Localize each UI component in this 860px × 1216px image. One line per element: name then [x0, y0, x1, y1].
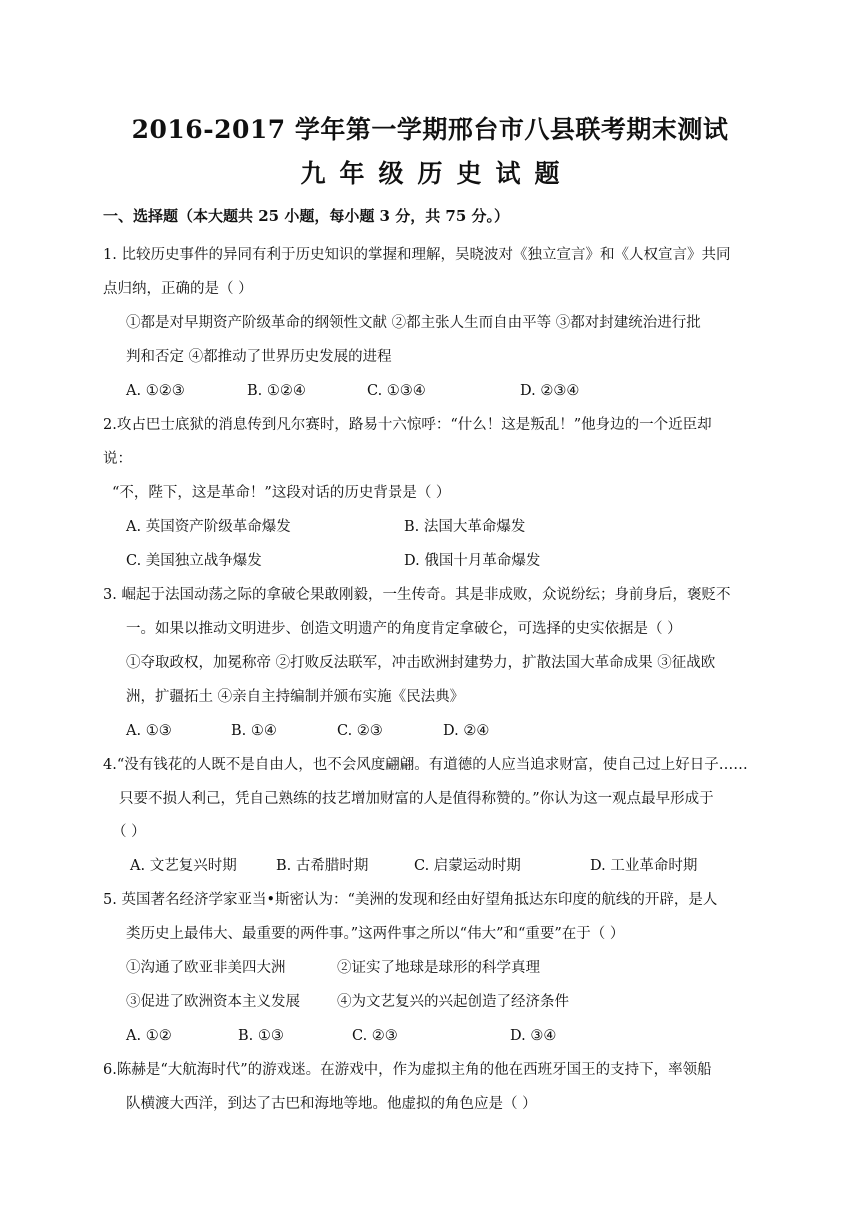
q4-stem-line3: （ ）	[112, 824, 146, 840]
q4-stem-line2: 只要不损人利己，凭自己熟练的技艺增加财富的人是值得称赞的。”你认为这一观点最早形成于	[119, 791, 714, 807]
q5-item-4: ④为文艺复兴的兴起创造了经济条件	[337, 994, 569, 1010]
q4-stem-line1: 4.“没有钱花的人既不是自由人，也不会风度翩翩。有道德的人应当追求财富，使自己过上好日子……	[103, 757, 748, 773]
q5-option-b: B. ①③	[238, 1028, 284, 1044]
q4-option-d: D. 工业革命时期	[590, 858, 698, 874]
q3-option-a: A. ①③	[126, 723, 172, 739]
q1-items-line1: ①都是对早期资产阶级革命的纲领性文献 ②都主张人生而自由平等 ③都对封建统治进行批	[126, 315, 701, 331]
q2-stem-line1: 2.攻占巴士底狱的消息传到凡尔赛时，路易十六惊呼：“什么！这是叛乱！”他身边的一个近臣却	[103, 417, 712, 433]
q2-option-d: D. 俄国十月革命爆发	[404, 553, 541, 569]
q3-items-line1: ①夺取政权，加冕称帝 ②打败反法联军，冲击欧洲封建势力，扩散法国大革命成果 ③征战欧	[126, 655, 716, 671]
q3-stem-line2: 一。如果以推动文明进步、创造文明遗产的角度肯定拿破仑，可选择的史实依据是（ ）	[126, 621, 682, 637]
q1-stem-line1: 1. 比较历史事件的异同有利于历史知识的掌握和理解，吴晓波对《独立宣言》和《人权宣言》共同	[103, 247, 731, 263]
q2-stem-line2: 说：	[103, 451, 132, 467]
q6-stem-line1: 6.陈赫是“大航海时代”的游戏迷。在游戏中，作为虚拟主角的他在西班牙国王的支持下，率领船	[103, 1062, 712, 1078]
q1-stem-line2: 点归纳，正确的是（ ）	[103, 281, 253, 297]
q2-option-c: C. 美国独立战争爆发	[126, 553, 262, 569]
q1-option-a: A. ①②③	[126, 383, 185, 399]
q2-option-b: B. 法国大革命爆发	[404, 519, 526, 535]
q5-item-2: ②证实了地球是球形的科学真理	[337, 960, 540, 976]
section-heading: 一、选择题（本大题共 25 小题，每小题 3 分，共 75 分。）	[103, 207, 510, 225]
q1-option-c: C. ①③④	[367, 383, 426, 399]
q3-option-b: B. ①④	[231, 723, 277, 739]
q2-option-a: A. 英国资产阶级革命爆发	[126, 519, 291, 535]
q3-stem-line1: 3. 崛起于法国动荡之际的拿破仑果敢刚毅，一生传奇。其是非成败，众说纷纭；身前身后，褒贬不	[103, 587, 731, 603]
q5-option-d: D. ③④	[510, 1028, 557, 1044]
q5-item-3: ③促进了欧洲资本主义发展	[126, 994, 300, 1010]
q3-items-line2: 洲，扩疆拓土 ④亲自主持编制并颁布实施《民法典》	[126, 689, 465, 705]
q5-stem-line1: 5. 英国著名经济学家亚当•斯密认为：“美洲的发现和经由好望角抵达东印度的航线的开辟，是人	[103, 892, 718, 908]
q3-option-c: C. ②③	[337, 723, 383, 739]
q4-option-a: A. 文艺复兴时期	[130, 858, 237, 874]
q5-stem-line2: 类历史上最伟大、最重要的两件事。”这两件事之所以“伟大”和“重要”在于（ ）	[126, 926, 625, 942]
q5-item-1: ①沟通了欧亚非美四大洲	[126, 960, 286, 976]
q4-option-c: C. 启蒙运动时期	[414, 858, 521, 874]
exam-title: 2016-2017 学年第一学期邢台市八县联考期末测试	[131, 115, 729, 144]
q6-stem-line2: 队横渡大西洋，到达了古巴和海地等地。他虚拟的角色应是（ ）	[126, 1096, 537, 1112]
q2-stem-line3: “不，陛下，这是革命！”这段对话的历史背景是（ ）	[112, 485, 451, 501]
q3-option-d: D. ②④	[443, 723, 490, 739]
q5-option-a: A. ①②	[126, 1028, 172, 1044]
q1-option-d: D. ②③④	[520, 383, 580, 399]
q4-option-b: B. 古希腊时期	[276, 858, 369, 874]
q1-option-b: B. ①②④	[247, 383, 306, 399]
q5-option-c: C. ②③	[352, 1028, 398, 1044]
q1-items-line2: 判和否定 ④都推动了世界历史发展的进程	[126, 349, 392, 365]
exam-subtitle: 九年级历史试题	[300, 159, 574, 188]
